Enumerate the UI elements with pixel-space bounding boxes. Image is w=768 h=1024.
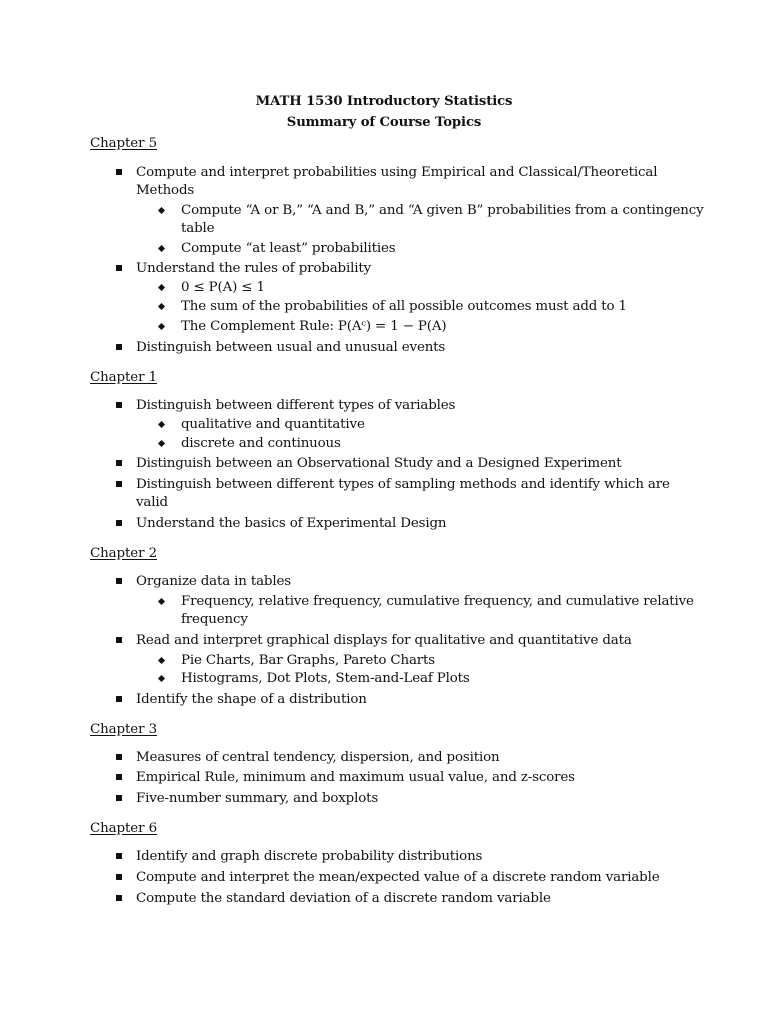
square-bullet-icon (116, 344, 122, 350)
list-item-text: Organize data in tables (136, 574, 291, 589)
chapter-heading: Chapter 6 (90, 821, 158, 836)
square-bullet-icon (116, 265, 122, 271)
list-item-text: Distinguish between usual and unusual events (136, 340, 446, 355)
list-item-text: Identify the shape of a distribution (136, 692, 367, 707)
sub-item-text: Compute “at least” probabilities (181, 241, 396, 256)
diamond-bullet-icon (158, 657, 165, 664)
sub-item-text: discrete and continuous (181, 436, 341, 451)
square-bullet-icon (116, 754, 122, 760)
sub-item-text: qualitative and quantitative (181, 417, 365, 432)
square-bullet-icon (116, 774, 122, 780)
square-bullet-icon (116, 169, 122, 175)
list-item-text: valid (136, 495, 168, 510)
list-item-text: Distinguish between different types of variables (136, 398, 456, 413)
diamond-bullet-icon (158, 440, 165, 447)
square-bullet-icon (116, 637, 122, 643)
list-item-text: Measures of central tendency, dispersion, and position (136, 750, 500, 765)
diamond-bullet-icon (158, 323, 165, 330)
list-item-text: Identify and graph discrete probability distributions (136, 849, 483, 864)
sub-item-text: Pie Charts, Bar Graphs, Pareto Charts (181, 653, 436, 668)
sub-item-text: The sum of the probabilities of all possible outcomes must add to 1 (181, 299, 627, 314)
diamond-bullet-icon (158, 598, 165, 605)
diamond-bullet-icon (158, 284, 165, 291)
sub-item-text: The Complement Rule: P(Aᶜ) = 1 − P(A) (181, 319, 447, 334)
sub-item-text: Compute “A or B,” “A and B,” and “A given B” probabilities from a contingency (181, 203, 704, 218)
list-item-text: Compute and interpret the mean/expected value of a discrete random variable (136, 870, 660, 885)
square-bullet-icon (116, 853, 122, 859)
chapter-heading: Chapter 3 (90, 722, 158, 737)
chapter-heading: Chapter 5 (90, 136, 158, 151)
list-item-text: Distinguish between different types of sampling methods and identify which are (136, 477, 670, 492)
chapter-heading: Chapter 1 (90, 370, 158, 385)
sub-item-text: 0 ≤ P(A) ≤ 1 (181, 280, 265, 295)
square-bullet-icon (116, 578, 122, 584)
diamond-bullet-icon (158, 675, 165, 682)
square-bullet-icon (116, 795, 122, 801)
list-item-text: Understand the rules of probability (136, 261, 372, 276)
square-bullet-icon (116, 402, 122, 408)
diamond-bullet-icon (158, 245, 165, 252)
document-title: MATH 1530 Introductory Statistics (255, 94, 513, 109)
sub-item-text: Histograms, Dot Plots, Stem-and-Leaf Plots (181, 671, 470, 686)
list-item-text: Compute the standard deviation of a discrete random variable (136, 891, 551, 906)
list-item-text: Read and interpret graphical displays for qualitative and quantitative data (136, 633, 632, 648)
list-item-text: Empirical Rule, minimum and maximum usual value, and z-scores (136, 770, 575, 785)
square-bullet-icon (116, 481, 122, 487)
square-bullet-icon (116, 696, 122, 702)
list-item-text: Distinguish between an Observational Study and a Designed Experiment (136, 456, 622, 471)
document-subtitle: Summary of Course Topics (286, 115, 482, 130)
list-item-text: Methods (136, 183, 195, 198)
square-bullet-icon (116, 520, 122, 526)
list-item-text: Compute and interpret probabilities using Empirical and Classical/Theoretical (136, 165, 658, 180)
chapter-heading: Chapter 2 (90, 546, 158, 561)
square-bullet-icon (116, 874, 122, 880)
sub-item-text: table (181, 221, 215, 236)
diamond-bullet-icon (158, 303, 165, 310)
square-bullet-icon (116, 895, 122, 901)
sub-item-text: Frequency, relative frequency, cumulative frequency, and cumulative relative (181, 594, 694, 609)
list-item-text: Understand the basics of Experimental Design (136, 516, 447, 531)
sub-item-text: frequency (181, 612, 248, 627)
diamond-bullet-icon (158, 421, 165, 428)
list-item-text: Five-number summary, and boxplots (136, 791, 379, 806)
diamond-bullet-icon (158, 207, 165, 214)
square-bullet-icon (116, 460, 122, 466)
